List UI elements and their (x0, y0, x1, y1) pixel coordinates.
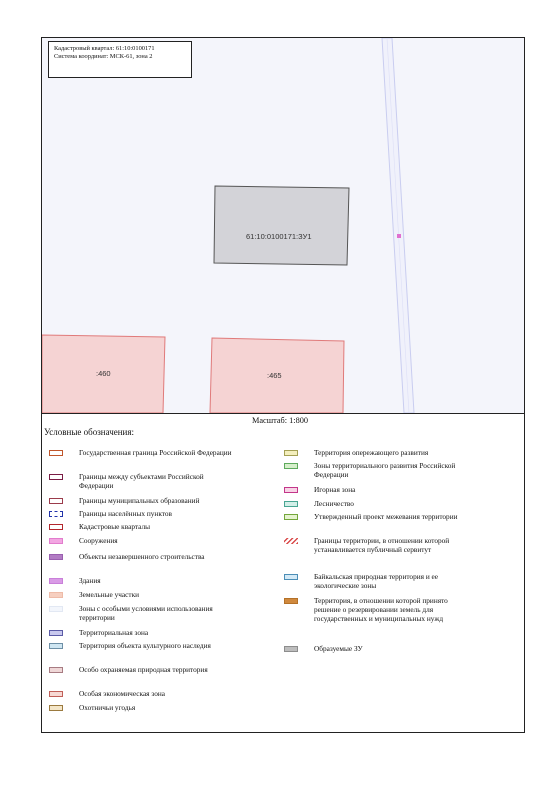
legend-swatch (49, 630, 63, 636)
legend-swatch (49, 691, 63, 697)
coordinate-system-text: Система координат: МСК-61, зона 2 (54, 52, 153, 60)
legend-label: Охотничьи угодья (79, 703, 136, 712)
legend-label: Границы между субъектами Российской Федерации (79, 472, 204, 490)
legend-label: Утвержденный проект межевания территории (314, 512, 458, 521)
legend-swatch (284, 450, 298, 456)
legend-swatch (284, 463, 298, 469)
legend-swatch (49, 524, 63, 530)
parcel-zu1-label: 61:10:0100171:ЗУ1 (246, 232, 312, 241)
legend-swatch (49, 606, 63, 612)
legend-swatch (284, 646, 298, 652)
legend-swatch (284, 487, 298, 493)
map-divider (41, 413, 525, 414)
parcel-zu1[interactable] (214, 186, 349, 265)
legend-label: Байкальская природная территория и ее экологические зоны (314, 572, 439, 590)
legend-swatch (49, 511, 63, 517)
map-scale: Масштаб: 1:800 (251, 416, 309, 425)
legend-swatch (49, 554, 63, 560)
legend-label: Государственная граница Российской Федерации (79, 448, 232, 457)
legend-swatch (49, 667, 63, 673)
legend-label: Земельные участки (79, 590, 140, 599)
legend-swatch (49, 592, 63, 598)
legend-swatch (49, 450, 63, 456)
parcel-465-label: :465 (267, 371, 282, 380)
legend-label: Кадастровые кварталы (79, 522, 150, 531)
legend-swatch (284, 501, 298, 507)
legend-swatch (49, 643, 63, 649)
legend-label: Здания (79, 576, 101, 585)
legend-swatch (284, 598, 298, 604)
legend-label: Игорная зона (314, 485, 356, 494)
legend-label: Объекты незавершенного строительства (79, 552, 205, 561)
legend-label: Зоны территориального развития Российской Федерации (314, 461, 456, 479)
legend-swatch (49, 538, 63, 544)
legend-swatch (284, 574, 298, 580)
cadastral-quarter-text: Кадастровый квартал: 61:10:0100171 (54, 45, 155, 52)
legend-label: Образуемые ЗУ (314, 644, 363, 653)
map-view[interactable] (42, 38, 524, 413)
legend-label: Территориальная зона (79, 628, 149, 637)
legend-label: Территория объекта культурного наследия (79, 641, 211, 650)
legend-right-column (284, 448, 514, 668)
legend-title: Условные обозначения: (44, 427, 135, 437)
legend-label: Территория, в отношении которой принято решение о резервировании земель для государственных и муниципальных нужд (314, 596, 448, 623)
parcel-460-label: :460 (96, 369, 111, 378)
legend-label: Зоны с особыми условиями использования территории (79, 604, 213, 622)
map-canvas (42, 38, 524, 413)
legend-label: Границы территории, в отношении которой устанавливается публичный сервитут (314, 536, 450, 554)
legend-label: Лесничество (314, 499, 354, 508)
legend-left-column (49, 448, 279, 728)
legend-label: Территория опережающего развития (314, 448, 429, 457)
cadastral-info-box (48, 41, 192, 78)
legend-swatch (49, 705, 63, 711)
legend-swatch (284, 514, 298, 520)
legend-label: Сооружения (79, 536, 118, 545)
legend-swatch (49, 474, 63, 480)
legend-label: Границы муниципальных образований (79, 496, 200, 505)
legend-swatch (49, 578, 63, 584)
point-marker (397, 234, 401, 238)
legend-label: Особо охраняемая природная территория (79, 665, 208, 674)
legend-swatch (49, 498, 63, 504)
legend-swatch (284, 538, 298, 544)
legend-label: Границы населённых пунктов (79, 509, 172, 518)
legend-label: Особая экономическая зона (79, 689, 165, 698)
